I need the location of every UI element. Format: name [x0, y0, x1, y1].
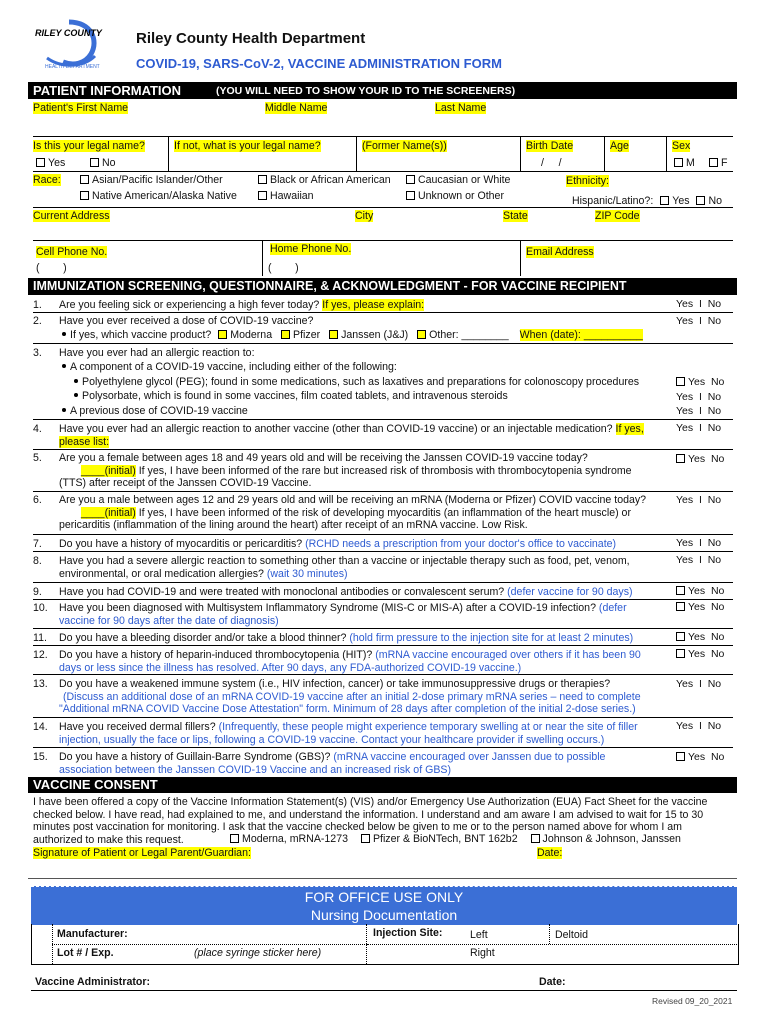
divider	[33, 628, 733, 629]
q11-note: (hold firm pressure to the injection site for at least 2 minutes)	[349, 632, 634, 644]
q1-text	[59, 299, 659, 312]
legal-name-if-not	[174, 140, 321, 152]
home-text: Home Phone No.	[270, 243, 352, 255]
q5-acknowledgment: If yes, I have been informed of the rare but increased risk of thrombosis with thrombocytopenia syndrome (TTS) after receipt of the Janssen COVID-19 Vaccine.	[59, 464, 632, 489]
q9-yes-no[interactable]	[676, 585, 724, 597]
consent-janssen-checkbox[interactable]	[531, 834, 540, 843]
q3-b-text: A previous dose of COVID-19 vaccine	[70, 405, 248, 417]
signature-text: Signature of Patient or Legal Parent/Guardian:	[33, 847, 251, 859]
state-label	[503, 210, 528, 222]
id-note: (YOU WILL NEED TO SHOW YOUR ID TO THE SCREENERS)	[216, 85, 516, 97]
q6-number: 6.	[33, 494, 42, 506]
address-text: Current Address	[33, 210, 110, 222]
q2-yes-no[interactable]: Yes I No	[676, 315, 722, 327]
q12-number: 12.	[33, 649, 48, 661]
hispanic-text: Hispanic/Latino?:	[572, 195, 654, 207]
moderna-checkbox[interactable]	[218, 330, 227, 339]
q1-body: Are you feeling sick or experiencing a high fever today?	[59, 299, 320, 311]
race-label	[33, 174, 61, 186]
pfizer-text: Pfizer & BioNTech, BNT 162b2	[372, 833, 518, 845]
office-banner	[31, 886, 737, 925]
q11-number: 11.	[33, 632, 47, 644]
birth-date-text: Birth Date	[526, 140, 574, 152]
q13-body: Do you have a weakened immune system (i.e., HIV infection, cancer) or take immunosuppressive drugs or therapies?	[59, 678, 611, 690]
first-name-label	[33, 102, 128, 114]
divider	[31, 990, 737, 991]
q13-text	[59, 678, 659, 716]
q13-yes-no[interactable]: Yes I No	[676, 678, 722, 690]
logo	[33, 18, 105, 72]
q11-yes-no[interactable]	[676, 631, 724, 643]
divider	[28, 878, 737, 879]
divider	[33, 534, 733, 535]
divider	[33, 343, 733, 344]
q3-peg	[74, 376, 639, 389]
ethnicity-label	[566, 175, 609, 187]
q7-note: (RCHD needs a prescription from your doctor's office to vaccinate)	[305, 538, 617, 550]
q7-number: 7.	[33, 538, 42, 550]
q1-yes-no[interactable]: Yes I No	[676, 298, 722, 310]
cell-phone-field[interactable]: ( )	[36, 262, 67, 274]
when-date-field[interactable]: When (date): __________	[519, 329, 643, 341]
q13-number: 13.	[33, 678, 48, 690]
checkbox-icon	[258, 175, 267, 184]
bullet-icon	[74, 379, 78, 383]
checkbox-icon	[258, 191, 267, 200]
former-text: (Former Name(s))	[362, 140, 447, 152]
zip-label	[595, 210, 640, 222]
divider	[666, 136, 667, 172]
divider	[33, 312, 733, 313]
syringe-sticker-note: (place syringe sticker here)	[194, 947, 322, 959]
patient-info-header	[28, 82, 737, 99]
q8-number: 8.	[33, 555, 42, 567]
yes-text: Yes	[48, 157, 66, 169]
q9-body: Have you had COVID-19 and were treated with monoclonal antibodies or convalescent serum?	[59, 586, 505, 598]
q12-yes-no[interactable]	[676, 648, 724, 660]
office-subtitle: Nursing Documentation	[310, 907, 458, 923]
consent-date-text: Date:	[537, 847, 563, 859]
checkbox-icon	[676, 632, 685, 641]
race-black-text: Black or African American	[270, 174, 391, 186]
janssen-checkbox[interactable]	[329, 330, 338, 339]
divider	[367, 944, 737, 945]
q2-sub-text: If yes, which vaccine product?	[70, 329, 212, 341]
q2-product-line	[62, 329, 643, 342]
yes-text: Yes	[672, 195, 690, 207]
yn-text: Yes No	[688, 648, 725, 660]
divider	[33, 674, 733, 675]
divider	[33, 419, 733, 420]
q7-text	[59, 538, 659, 551]
legal-yes-checkbox[interactable]	[36, 157, 65, 169]
divider	[262, 240, 263, 276]
legal-name-text: Is this your legal name?	[33, 140, 145, 152]
email-text: Email Address	[526, 246, 594, 258]
race-hawaiian-checkbox[interactable]	[258, 190, 314, 202]
q9-note: (defer vaccine for 90 days)	[507, 586, 633, 598]
last-name-text: Last Name	[435, 102, 487, 114]
divider	[549, 924, 551, 944]
q12-note: (mRNA vaccine encouraged over others if it has been 90 days or less since the illness has resolved. After 90 days, any FDA-authorized COVID-19 vaccine.)	[59, 649, 641, 674]
divider	[168, 136, 169, 172]
checkbox-icon	[406, 175, 415, 184]
q6-initial-field[interactable]: ____(initial)	[81, 506, 136, 519]
address-label	[33, 210, 110, 222]
m-text: M	[686, 157, 695, 169]
q15-body: Do you have a history of Guillain-Barre Syndrome (GBS)?	[59, 751, 331, 763]
consent-options	[230, 833, 681, 845]
bullet-icon	[74, 393, 78, 397]
q11-text	[59, 632, 659, 645]
yn-text: Yes No	[688, 751, 725, 763]
last-name-label	[435, 102, 486, 114]
divider	[604, 136, 605, 172]
deltoid-label: Deltoid	[555, 929, 588, 941]
divider	[33, 717, 733, 718]
first-name-text: Patient's First Name	[33, 102, 129, 114]
q4-highlight: If yes, please list:	[59, 423, 644, 448]
race-unknown-text: Unknown or Other	[418, 190, 504, 202]
divider	[33, 551, 733, 552]
hispanic-yes-checkbox[interactable]	[660, 196, 669, 205]
janssen-text: Janssen (J&J)	[341, 329, 409, 341]
checkbox-icon	[36, 158, 45, 167]
q3-peg-yes-no[interactable]	[676, 376, 724, 388]
q8-note: (wait 30 minutes)	[266, 567, 348, 580]
q2-text: Have you ever received a dose of COVID-19 vaccine?	[59, 315, 314, 327]
q6-body: Are you a male between ages 12 and 29 years old and will be receiving an mRNA (Moderna or Pfizer) COVID vaccine today?	[59, 494, 647, 506]
race-asian-checkbox[interactable]	[80, 174, 223, 186]
checkbox-icon	[676, 649, 685, 658]
q3-polysorbate-yes-no[interactable]: Yes I No	[676, 391, 722, 403]
q15-number: 15.	[33, 751, 48, 763]
if-not-text: If not, what is your legal name?	[174, 140, 321, 152]
q8-text	[59, 555, 659, 580]
race-caucasian-checkbox[interactable]	[406, 174, 510, 186]
section-title: PATIENT INFORMATION	[33, 83, 182, 98]
q3-previous-dose	[62, 405, 248, 418]
q8-body: Have you had a severe allergic reaction to something other than a vaccine or injectable therapy such as food, pet, venom, environmental, or oral medication allergies?	[59, 555, 630, 580]
sex-text: Sex	[672, 140, 691, 152]
q3-polysorbate	[74, 390, 508, 403]
q4-yes-no[interactable]: Yes I No	[676, 422, 722, 434]
left-option[interactable]: Left	[470, 929, 488, 941]
screening-header	[28, 278, 737, 295]
divider	[520, 240, 521, 276]
q3-a2-text: Polysorbate, which is found in some vaccines, film coated tablets, and intravenous steroids	[82, 390, 508, 402]
section-title: IMMUNIZATION SCREENING, QUESTIONNAIRE, & ACKNOWLEDGMENT - FOR VACCINE RECIPIENT	[33, 279, 627, 293]
no-text: No	[708, 195, 723, 207]
signature-label	[33, 847, 251, 859]
middle-name-text: Middle Name	[265, 102, 328, 114]
logo-text: RILEY COUNTY	[35, 28, 102, 38]
q15-note: (mRNA vaccine encouraged over Janssen due to possible association between the Janssen COVID-19 Vaccine and an increased risk of GBS)	[59, 751, 606, 776]
q12-text	[59, 649, 659, 674]
q1-number: 1.	[33, 299, 42, 311]
q5-yes-no[interactable]	[676, 453, 724, 465]
other-checkbox[interactable]	[417, 330, 426, 339]
bullet-icon	[62, 364, 66, 368]
right-option[interactable]: Right	[470, 947, 495, 959]
q4-number: 4.	[33, 423, 42, 435]
q7-yes-no[interactable]: Yes I No	[676, 537, 722, 549]
divider	[52, 944, 367, 945]
checkbox-icon	[676, 377, 685, 386]
former-name-label	[362, 140, 447, 152]
office-table	[31, 924, 739, 965]
office-title: FOR OFFICE USE ONLY	[304, 889, 464, 905]
checkbox-icon	[676, 602, 685, 611]
zip-text: ZIP Code	[595, 210, 640, 222]
logo-subtext: HEALTH DEPARTMENT	[45, 64, 100, 70]
q4-body: Have you ever had an allergic reaction to another vaccine (other than COVID-19 vaccine) or an injectable medication?	[59, 423, 613, 435]
consent-header	[28, 777, 737, 793]
revised-date: Revised 09_20_2021	[652, 996, 733, 1006]
q6-acknowledgment: If yes, I have been informed of the risk of developing myocarditis (an inflammation of the heart muscle) or pericarditis (inflammation of the lining around the heart) after receipt of an mRNA vaccine. Low Risk.	[59, 506, 631, 531]
bullet-icon	[62, 332, 66, 336]
race-asian-text: Asian/Pacific Islander/Other	[92, 174, 223, 186]
injection-site-label: Injection Site:	[373, 927, 443, 939]
q14-number: 14.	[33, 721, 48, 733]
q11-body: Do you have a bleeding disorder and/or take a blood thinner?	[59, 632, 347, 644]
q5-text	[59, 452, 659, 490]
hispanic-question	[572, 195, 722, 207]
f-text: F	[721, 157, 728, 169]
middle-name-label	[265, 102, 327, 114]
q5-number: 5.	[33, 452, 42, 464]
sex-label	[672, 140, 690, 152]
yn-text: Yes No	[688, 631, 725, 643]
city-text: City	[355, 210, 374, 222]
cell-phone-label	[36, 246, 107, 258]
consent-moderna-checkbox[interactable]	[230, 834, 239, 843]
q9-text	[59, 586, 659, 599]
age-label	[610, 140, 629, 152]
q10-number: 10.	[33, 602, 48, 614]
section-title: VACCINE CONSENT	[33, 777, 158, 792]
office-date-label: Date:	[539, 976, 566, 988]
home-phone-label	[270, 243, 351, 255]
race-black-checkbox[interactable]	[258, 174, 391, 186]
q3-previous-yes-no[interactable]: Yes I No	[676, 405, 722, 417]
divider	[33, 645, 733, 646]
yn-text: Yes No	[688, 376, 725, 388]
q5-body: Are you a female between ages 18 and 49 years old and will be receiving the Janssen COVID-19 vaccine today?	[59, 452, 588, 464]
q7-body: Do you have a history of myocarditis or pericarditis?	[59, 538, 303, 550]
q15-yes-no[interactable]	[676, 751, 724, 763]
ethnicity-text: Ethnicity:	[566, 175, 609, 187]
moderna-text: Moderna, mRNA-1273	[242, 833, 348, 845]
yn-text: Yes No	[688, 585, 725, 597]
city-label	[355, 210, 373, 222]
sex-m-checkbox[interactable]	[674, 157, 695, 169]
email-label	[526, 246, 594, 258]
q1-highlight: If yes, please explain:	[322, 299, 425, 311]
pfizer-text: Pfizer	[293, 329, 321, 341]
divider	[33, 449, 733, 450]
checkbox-icon	[709, 158, 718, 167]
q10-text	[59, 602, 659, 627]
lot-exp-label: Lot # / Exp.	[57, 947, 114, 959]
q3-text: Have you ever had an allergic reaction to:	[59, 347, 255, 359]
consent-pfizer-checkbox[interactable]	[361, 834, 370, 843]
birth-date-label	[526, 140, 573, 152]
checkbox-icon	[90, 158, 99, 167]
home-phone-field[interactable]: ( )	[268, 262, 299, 274]
consent-text: I have been offered a copy of the Vaccine Information Statement(s) (VIS) and/or Emergency Use Authorization (EUA) Fact Sheet for the vaccine checked below. I have read, had explained to me, and understand the information. I understand and am aware I am advised to wait for 15 to 30 minutes post vaccination for monitoring. I ask that the vaccine checked below be given to me or to the person named above for whom I am authorized to make this request.	[33, 796, 708, 846]
checkbox-icon	[676, 586, 685, 595]
checkbox-icon	[676, 454, 685, 463]
q4-text	[59, 423, 654, 448]
divider	[33, 171, 733, 172]
yn-text: Yes No	[688, 601, 725, 613]
consent-date-label	[537, 847, 562, 859]
q12-body: Do you have a history of heparin-induced thrombocytopenia (HIT)?	[59, 649, 373, 661]
state-text: State	[503, 210, 528, 222]
vaccine-administrator-label: Vaccine Administrator:	[35, 976, 150, 988]
q14-body: Have you received dermal fillers?	[59, 721, 216, 733]
no-text: No	[102, 157, 116, 169]
q15-text	[59, 751, 659, 776]
race-hawaiian-text: Hawaiian	[270, 190, 314, 202]
legal-name-question	[33, 140, 145, 152]
other-text: Other: ________	[429, 329, 509, 341]
q6-text	[59, 494, 659, 532]
cell-text: Cell Phone No.	[36, 246, 108, 258]
manufacturer-label: Manufacturer:	[57, 928, 128, 940]
divider	[33, 240, 733, 241]
age-text: Age	[610, 140, 629, 152]
q2-number: 2.	[33, 315, 42, 327]
divider	[356, 136, 357, 172]
q6-yes-no[interactable]: Yes I No	[676, 494, 722, 506]
q3-a-text: A component of a COVID-19 vaccine, including either of the following:	[70, 361, 397, 373]
divider	[520, 136, 521, 172]
race-cauc-text: Caucasian or White	[418, 174, 511, 186]
legal-no-checkbox[interactable]	[90, 157, 116, 169]
divider	[33, 747, 733, 748]
q3-number: 3.	[33, 347, 42, 359]
q14-note: (Infrequently, these people might experience temporary swelling at or near the site of filler injection, usually the face or lips, following a COVID-19 vaccine. Contact your healthcare provider if swelling occurs.)	[59, 721, 638, 746]
q8-yes-no[interactable]: Yes I No	[676, 554, 722, 566]
department-name: Riley County Health Department	[136, 30, 366, 47]
race-native-text: Native American/Alaska Native	[92, 190, 237, 202]
q13-note: (Discuss an additional dose of an mRNA COVID-19 vaccine after an initial 2-dose primary mRNA series – need to complete "Additional mRNA COVID Vaccine Dose Attestation" form. Minimum of 28 days after completion of the initial 2-dose series.)	[59, 690, 641, 715]
race-native-checkbox[interactable]	[80, 190, 237, 202]
q10-body: Have you been diagnosed with Multisystem Inflammatory Syndrome (MIS-C or MIS-A) after a COVID-19 infection?	[59, 602, 596, 614]
q14-yes-no[interactable]: Yes I No	[676, 720, 722, 732]
checkbox-icon	[676, 752, 685, 761]
divider	[33, 207, 733, 208]
checkbox-icon	[80, 175, 89, 184]
janssen-text: Johnson & Johnson, Janssen	[542, 833, 681, 845]
race-text: Race:	[33, 174, 61, 186]
q5-initial-field[interactable]: ____(initial)	[81, 464, 136, 477]
q10-yes-no[interactable]	[676, 601, 724, 613]
checkbox-icon	[406, 191, 415, 200]
bullet-icon	[62, 408, 66, 412]
divider	[33, 599, 733, 600]
birth-date-field[interactable]: / /	[541, 157, 562, 169]
race-unknown-checkbox[interactable]	[406, 190, 504, 202]
divider	[33, 136, 733, 137]
sex-f-checkbox[interactable]	[709, 157, 727, 169]
q14-text	[59, 721, 659, 746]
form-title: COVID-19, SARS-CoV-2, VACCINE ADMINISTRATION FORM	[136, 56, 502, 71]
divider	[33, 582, 733, 583]
checkbox-icon	[674, 158, 683, 167]
checkbox-icon	[80, 191, 89, 200]
q3-component	[62, 361, 397, 374]
q9-number: 9.	[33, 586, 42, 598]
q10-note: (defer vaccine for 90 days after the date of diagnosis)	[59, 602, 627, 627]
yn-text: Yes No	[688, 453, 725, 465]
q3-a1-text: Polyethylene glycol (PEG); found in some medications, such as laxatives and preparations for colonoscopy procedures	[82, 376, 640, 388]
hispanic-no-checkbox[interactable]	[696, 196, 705, 205]
moderna-text: Moderna	[230, 329, 273, 341]
divider	[33, 491, 733, 492]
pfizer-checkbox[interactable]	[281, 330, 290, 339]
